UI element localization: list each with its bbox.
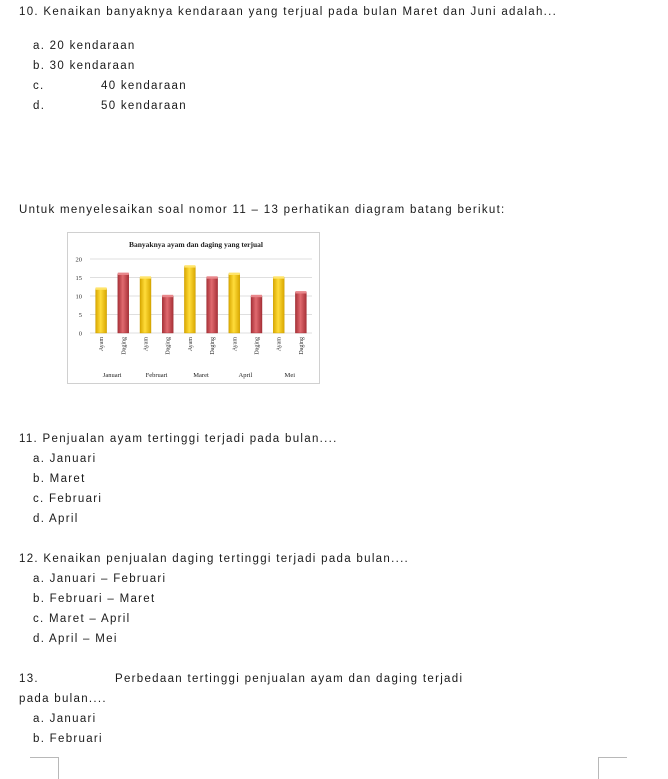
y-tick-label: 10 (75, 293, 82, 301)
y-tick-label: 5 (78, 312, 82, 319)
bar (118, 274, 129, 333)
bar-cap (273, 276, 284, 278)
q11-option-a[interactable]: a. Januari (33, 453, 97, 465)
q13-option-a[interactable]: a. Januari (33, 713, 97, 725)
q13-option-b[interactable]: b. Februari (33, 733, 103, 745)
bar (162, 296, 173, 333)
bar-chart (67, 232, 320, 384)
bar-cap (295, 291, 306, 293)
q13-number: 13. (19, 673, 39, 685)
x-group-label: Januari (102, 372, 122, 379)
q10-option-a[interactable]: a. 20 kendaraan (33, 40, 136, 52)
x-category-label: Daging (165, 337, 172, 355)
q13-question-line1: Perbedaan tertinggi penjualan ayam dan daging terjadi (115, 673, 464, 685)
x-category-label: Daging (298, 337, 305, 355)
x-category-label: Ayam (143, 337, 150, 352)
x-category-label: Daging (121, 337, 128, 355)
q12-option-d[interactable]: d. April – Mei (33, 633, 118, 645)
bar-cap (184, 265, 195, 267)
chart-title: Banyaknya ayam dan daging yang terjual (129, 240, 263, 249)
x-group-label: Februari (145, 372, 168, 379)
q12-option-c[interactable]: c. Maret – April (33, 613, 131, 625)
bar (207, 278, 218, 334)
x-category-label: Ayam (187, 337, 194, 352)
x-group-label: Maret (193, 372, 209, 379)
crop-mark-right (598, 757, 627, 779)
x-group-label: Mei (284, 372, 296, 379)
q13-question-line2: pada bulan.... (19, 693, 107, 705)
x-category-label: Ayam (276, 337, 283, 352)
bar-cap (96, 287, 107, 289)
bar (273, 278, 284, 334)
q11-question: 11. Penjualan ayam tertinggi terjadi pada bulan.... (19, 433, 338, 445)
bar-cap (207, 276, 218, 278)
q11-option-d[interactable]: d. April (33, 513, 79, 525)
bar-chart-svg (68, 233, 319, 383)
x-category-label: Daging (210, 337, 217, 355)
q10-option-d-letter[interactable]: d. (33, 100, 46, 112)
chart-intro-text: Untuk menyelesaikan soal nomor 11 – 13 perhatikan diagram batang berikut: (19, 204, 506, 216)
y-tick-label: 20 (75, 256, 82, 264)
crop-mark-left (30, 757, 59, 779)
q12-option-a[interactable]: a. Januari – Februari (33, 573, 167, 585)
x-group-label: April (238, 372, 253, 379)
bar (140, 278, 151, 334)
bar (251, 296, 262, 333)
q10-option-c-letter[interactable]: c. (33, 80, 45, 92)
q11-option-b[interactable]: b. Maret (33, 473, 86, 485)
bar (184, 266, 195, 333)
bar (295, 292, 306, 333)
x-category-label: Ayam (99, 337, 106, 352)
bar-cap (229, 273, 240, 275)
bar (229, 274, 240, 333)
bar (96, 289, 107, 333)
x-category-label: Ayam (232, 337, 239, 352)
x-category-label: Daging (254, 337, 261, 355)
bar-cap (162, 295, 173, 297)
y-tick-label: 15 (75, 275, 82, 282)
bar-cap (140, 276, 151, 278)
q11-option-c[interactable]: c. Februari (33, 493, 103, 505)
q12-option-b[interactable]: b. Februari – Maret (33, 593, 156, 605)
q10-option-d-text[interactable]: 50 kendaraan (101, 100, 187, 112)
q10-option-c-text[interactable]: 40 kendaraan (101, 80, 187, 92)
q10-question: 10. Kenaikan banyaknya kendaraan yang terjual pada bulan Maret dan Juni adalah... (19, 6, 558, 18)
bar-cap (118, 273, 129, 275)
q10-option-b[interactable]: b. 30 kendaraan (33, 60, 136, 72)
q12-question: 12. Kenaikan penjualan daging tertinggi terjadi pada bulan.... (19, 553, 410, 565)
bar-cap (251, 295, 262, 297)
y-tick-label: 0 (78, 330, 82, 338)
